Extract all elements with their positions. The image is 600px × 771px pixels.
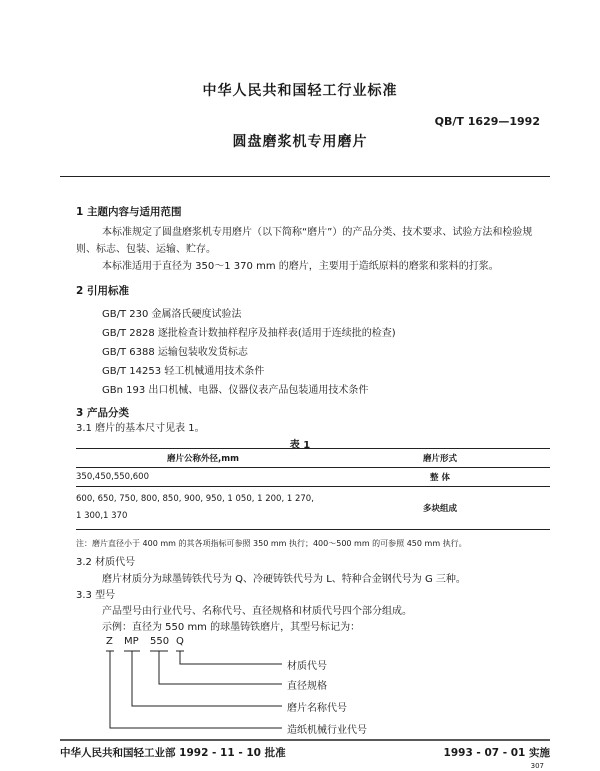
section-3-3-text-2: 示例：直径为 550 mm 的球墨铸铁磨片，其型号标记为： — [102, 622, 361, 633]
code-550: 550 — [150, 636, 170, 647]
reference-item: GB/T 230 金属洛氏硬度试验法 — [102, 309, 242, 320]
leader-line-diameter — [159, 651, 282, 684]
page-number: 307 — [530, 762, 544, 770]
leader-line-name — [132, 651, 282, 706]
approval-date: 中华人民共和国轻工业部 1992 - 11 - 10 批准 — [60, 747, 286, 759]
section-1-paragraph-2: 本标准适用于直径为 350～1 370 mm 的磨片，主要用于造纸原料的磨浆和浆料的打浆。 — [102, 261, 499, 272]
section-3-heading: 3 产品分类 — [76, 407, 129, 419]
document-title: 圆盘磨浆机专用磨片 — [232, 134, 368, 150]
table-note: 注：磨片直径小于 400 mm 的其各项指标可参照 350 mm 执行；400～500 mm 的可参照 450 mm 执行。 — [76, 539, 467, 548]
label-name-code: 磨片名称代号 — [287, 703, 347, 714]
section-1-paragraph-1-line-1: 本标准规定了圆盘磨浆机专用磨片（以下简称“磨片”）的产品分类、技术要求、试验方法和检验规 — [102, 227, 533, 238]
table-caption: 表 1 — [289, 440, 311, 451]
section-2-heading: 2 引用标准 — [76, 285, 129, 297]
table-header-form: 磨片形式 — [422, 454, 457, 464]
table-cell: 350,450,550,600 — [76, 472, 150, 482]
table-cell-line: 1 300,1 370 — [76, 511, 128, 521]
code-z: Z — [106, 636, 113, 647]
section-1-heading: 1 主题内容与适用范围 — [76, 206, 182, 218]
table-cell: 多块组成 — [422, 504, 457, 514]
section-3-3-heading: 3.3 型号 — [76, 590, 116, 601]
leader-line-material — [180, 651, 282, 664]
label-diameter-spec: 直径规格 — [287, 681, 327, 692]
section-3-1-text: 3.1 磨片的基本尺寸见表 1。 — [76, 423, 205, 434]
reference-item: GB/T 2828 逐批检查计数抽样程序及抽样表(适用于连续批的检查) — [102, 328, 396, 339]
code-q: Q — [176, 636, 184, 647]
leader-line-industry — [110, 651, 282, 728]
reference-item: GBn 193 出口机械、电器、仪器仪表产品包装通用技术条件 — [102, 385, 369, 396]
table-header-diameter: 磨片公称外径,mm — [167, 454, 239, 464]
reference-item: GB/T 6388 运输包装收发货标志 — [102, 347, 248, 358]
section-3-3-text-1: 产品型号由行业代号、名称代号、直径规格和材质代号四个部分组成。 — [102, 606, 412, 617]
table-cell-line: 600, 650, 750, 800, 850, 900, 950, 1 050, 1 200, 1 270, — [76, 494, 314, 504]
section-1-paragraph-1-line-2: 则、标志、包装、运输、贮存。 — [76, 244, 216, 255]
standard-header: 中华人民共和国轻工行业标准 — [202, 83, 398, 99]
label-industry-code: 造纸机械行业代号 — [287, 725, 367, 736]
code-mp: MP — [124, 636, 139, 647]
section-3-2-heading: 3.2 材质代号 — [76, 557, 136, 568]
label-material-code: 材质代号 — [287, 661, 327, 672]
implementation-date: 1993 - 07 - 01 实施 — [443, 747, 550, 759]
section-3-2-text: 磨片材质分为球墨铸铁代号为 Q、冷硬铸铁代号为 L、特种合金钢代号为 G 三种。 — [102, 574, 466, 585]
reference-item: GB/T 14253 轻工机械通用技术条件 — [102, 366, 265, 377]
table-cell: 整 体 — [430, 473, 450, 483]
standard-number: QB/T 1629—1992 — [434, 115, 540, 128]
